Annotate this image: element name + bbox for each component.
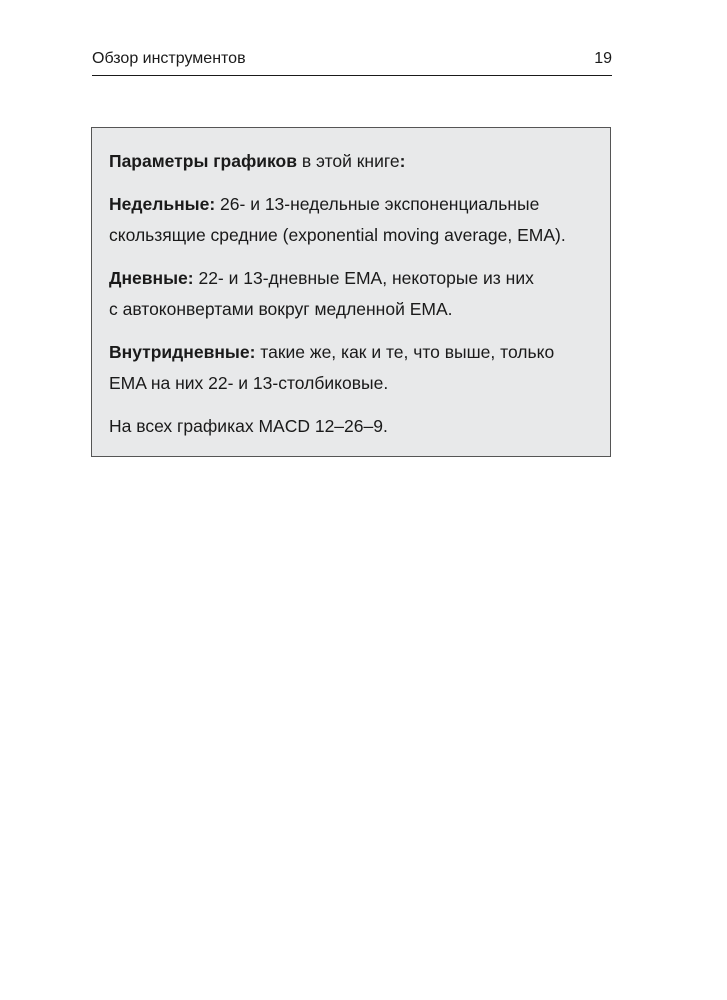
weekly-text-line2: скользящие средние (exponential moving average, EMA). — [109, 225, 566, 245]
weekly-paragraph — [109, 189, 593, 251]
intro-bold: Параметры графиков — [109, 151, 298, 171]
intro-colon: : — [399, 151, 406, 171]
daily-paragraph — [109, 263, 593, 325]
intraday-text-line2: EMA на них 22- и 13-столбиковые. — [109, 373, 389, 393]
intraday-paragraph — [109, 337, 593, 399]
weekly-label: Недельные: — [109, 194, 216, 214]
intraday-text-line1: такие же, как и те, что выше, только — [255, 342, 555, 362]
header-rule — [92, 75, 612, 76]
daily-text-line1: 22- и 13-дневные EMA, некоторые из них — [193, 268, 534, 288]
chart-settings-box — [91, 127, 611, 457]
intraday-label: Внутридневные: — [109, 342, 256, 362]
daily-label: Дневные: — [109, 268, 194, 288]
intro-text: в этой книге — [297, 151, 400, 171]
box-intro — [109, 146, 593, 177]
weekly-text-line1: 26- и 13-недельные экспоненциальные — [215, 194, 540, 214]
running-head — [92, 50, 612, 68]
macd-paragraph: На всех графиках MACD 12–26–9. — [109, 416, 388, 436]
page-number: 19 — [594, 50, 612, 67]
running-head-title: Обзор инструментов — [92, 50, 246, 67]
daily-text-line2: с автоконвертами вокруг медленной EMA. — [109, 299, 453, 319]
